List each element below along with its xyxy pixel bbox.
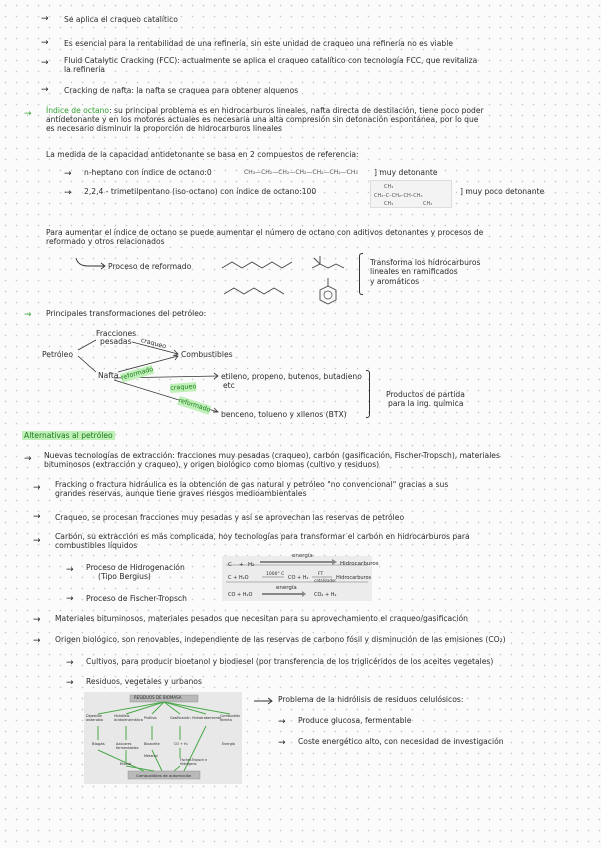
diagram-node: benceno, tolueno y xilenos (BTX) <box>221 410 347 419</box>
note-line: Residuos, vegetales y urbanos <box>86 677 202 686</box>
reaction-label: reformado <box>177 396 212 414</box>
diagram-text: Combustibles de automoción <box>136 773 192 778</box>
diagram-text: Etanol <box>120 762 132 766</box>
note-line: ] muy poco detonante <box>460 187 545 196</box>
diagram-node: Combustibles <box>181 350 233 359</box>
note-line: Fluid Catalytic Cracking (FCC): actualmente se aplica el craqueo catalítico con tecnología FCC, que revitaliza <box>64 56 478 65</box>
green-arrow-icon: → <box>24 310 32 320</box>
arrow-icon: → <box>64 169 72 179</box>
diagram-text: C + H₂O <box>228 575 249 581</box>
diagram-text: Biogás <box>92 741 105 746</box>
diagram-node: etileno, propeno, butenos, butadieno <box>221 372 362 381</box>
note-line: Proceso de reformado <box>108 262 192 271</box>
reaction-label: craqueo <box>139 336 168 351</box>
note-line: combustibles líquidos <box>55 541 138 550</box>
note-line: grandes reservas, aunque tiene graves riesgos medioambientales <box>55 489 307 498</box>
note-line: para la ing. química <box>388 399 464 408</box>
diagram-text: energía <box>276 585 297 591</box>
diagram-text: Combustión directa <box>220 714 241 722</box>
arrow-icon: → <box>33 536 41 546</box>
biomass-diagram <box>84 692 242 784</box>
curly-brace <box>359 253 363 295</box>
note-line: Craqueo, se procesan fracciones muy pesadas y así se aprovechan las reservas de petróleo <box>55 513 405 522</box>
note-line: antidetonante y en los motores actuales es necesaria una alta compresión sin detonación espontánea, por lo que <box>46 115 479 124</box>
arrow-icon: → <box>41 14 49 24</box>
arrow-icon: → <box>66 594 74 604</box>
reaction-diagram <box>222 553 379 601</box>
diagram-text: Digestión anaerobia <box>86 714 103 722</box>
reaction-label: reformado <box>120 364 155 382</box>
diagram-text: H₂ <box>248 562 255 568</box>
diagram-text: CO + H₂ <box>174 742 188 746</box>
svg-text:CH₃: CH₃ <box>384 201 394 207</box>
diagram-text: C <box>228 562 232 568</box>
note-line: Es esencial para la rentabilidad de una refinería, sin este unidad de craqueo una refinería no es viable <box>64 39 454 48</box>
note-line: Origen biológico, son renovables, independiente de las reservas de carbono fósil y disminución de las emisiones (CO₂) <box>55 635 506 644</box>
diagram-text: catalizador <box>314 578 337 583</box>
diagram-text: Pirólisis <box>144 716 157 720</box>
diagram-text: Energía <box>222 742 235 746</box>
green-arrow-icon: → <box>24 109 32 119</box>
note-line: Coste energético alto, con necesidad de investigación <box>298 737 504 746</box>
arrow-icon: → <box>33 615 41 625</box>
diagram-node: etc <box>223 381 235 390</box>
note-line: Proceso de Hidrogenación <box>86 563 185 572</box>
diagram-text: + <box>239 562 244 568</box>
diagram-text: Metanol <box>144 754 158 758</box>
arrow-icon: → <box>66 565 74 575</box>
note-line: Cracking de nafta: la nafta se craquea para obtener alquenos <box>64 86 299 95</box>
diagram-text: Hidrocarburos <box>340 561 379 567</box>
diagram-text: Azúcares fermentables <box>116 742 139 750</box>
diagram-text: Bioaceite <box>144 742 160 746</box>
note-line: Para aumentar el índice de octano se puede aumentar el número de octano con aditivos detonantes y procesos de <box>46 228 484 237</box>
diagram-text: Hidrotratamiento <box>192 716 222 720</box>
note-line: 2,2,4 - trimetilpentano (iso-octano) con índice de octano:100 <box>84 187 317 196</box>
note-line: La medida de la capacidad antidetonante se basa en 2 compuestos de referencia: <box>46 150 359 159</box>
arrow-icon: → <box>33 636 41 646</box>
diagram-text: CO₂ + H₂ <box>314 592 337 598</box>
reaction-label: craqueo <box>170 382 197 392</box>
zigzag-molecule-icon <box>220 254 355 310</box>
note-line: Proceso de Fischer-Tropsch <box>86 594 187 603</box>
note-line: bituminosos (extracción y craqueo), y origen biológico como biomas (cultivo y residuos) <box>44 460 380 469</box>
arrow-icon: → <box>64 188 72 198</box>
diagram-text: energía <box>292 553 313 559</box>
section-heading: Alternativas al petróleo <box>24 431 113 440</box>
octane-paragraph: Índice de octano: su principal problema es en hidrocarburos lineales, nafta directa de destilación, tiene poco poder <box>46 106 484 115</box>
diagram-text: CO + H₂O <box>228 592 253 598</box>
diagram-node: pesadas <box>100 337 132 346</box>
arrow-icon: → <box>33 512 41 522</box>
note-line: Nuevas tecnologías de extracción: fracciones muy pesadas (craqueo), carbón (gasificación, Fischer-Tropsch), materiales <box>44 451 500 460</box>
section-heading: Principales transformaciones del petróleo: <box>46 309 207 318</box>
arrow-icon: → <box>41 58 49 68</box>
diagram-node: Fracciones <box>96 329 137 338</box>
hook-arrow-icon <box>74 256 108 270</box>
note-line: Produce glucosa, fermentable <box>298 716 412 725</box>
arrow-icon: → <box>66 678 74 688</box>
curly-brace <box>366 370 370 418</box>
arrow-icon: → <box>33 483 41 493</box>
note-line: Problema de la hidrólisis de residuos celulósicos: <box>278 695 464 704</box>
heptane-formula: CH₃—CH₂—CH₂—CH₂—CH₂—CH₂—CH₃ <box>244 169 358 176</box>
arrow-icon: → <box>41 85 49 95</box>
arrow-icon: → <box>278 738 286 748</box>
note-line: Carbón, su extracción es más complicada, hoy tecnologías para transformar el carbón en hidrocarburos para <box>55 532 470 541</box>
note-line: n-heptano con índice de octano:0 <box>84 168 212 177</box>
diagram-text: Hidrólisis ácido/enzimática <box>114 714 143 722</box>
svg-text:CH₃: CH₃ <box>423 201 433 207</box>
diagram-text: Gasificación <box>170 716 191 720</box>
diagram-text: 1000° C <box>266 572 285 577</box>
note-line: Fracking o fractura hidráulica es la obtención de gas natural y petróleo "no convencional" gracias a sus <box>55 480 449 489</box>
note-line: lineales en ramificados <box>370 267 458 276</box>
note-line: Transforma los hidrocarburos <box>370 258 481 267</box>
arrow-icon: → <box>278 717 286 727</box>
note-line: la refinería <box>64 65 105 74</box>
svg-text:CH₃–C–CH₂–CH–CH₃: CH₃–C–CH₂–CH–CH₃ <box>374 193 423 199</box>
note-line: Cultivos, para producir bioetanol y biodiesel (por transferencia de los triglicéridos de los aceites vegetales) <box>86 657 494 666</box>
svg-text:CH₃: CH₃ <box>384 184 394 190</box>
diagram-text: Fischer-Tropsch e Hidrógeno <box>180 758 207 766</box>
note-line: y aromáticos <box>370 277 420 286</box>
arrow-icon: → <box>24 454 32 464</box>
diagram-node: Petróleo <box>42 350 73 359</box>
octane-heading: Índice de octano <box>46 106 110 115</box>
note-line: (Tipo Bergius) <box>98 572 151 581</box>
diagram-text: RESIDUOS DE BIOMASA <box>134 695 182 700</box>
diagram-text: CO + H₂ <box>288 575 309 581</box>
note-line: Materiales bituminosos, materiales pesados que necesitan para su aprovechamiento el craqueo/gasificación <box>55 614 468 623</box>
diagram-text: FT <box>318 572 324 577</box>
note-line: Se aplica el craqueo catalítico <box>64 15 178 24</box>
isooctane-structure <box>370 180 452 208</box>
note-line: ] muy detonante <box>374 168 438 177</box>
diagram-text: Hidrocarburos <box>336 575 372 581</box>
note-line: reformado y otros relacionados <box>46 237 165 246</box>
note-line: Productos de partida <box>386 390 465 399</box>
note-line: es necesario disminuir la proporción de hidrocarburos lineales <box>46 124 283 133</box>
arrow-icon: → <box>66 658 74 668</box>
hook-arrow-icon <box>252 696 276 706</box>
arrow-icon: → <box>41 38 49 48</box>
diagram-node: Nafta <box>98 371 119 380</box>
